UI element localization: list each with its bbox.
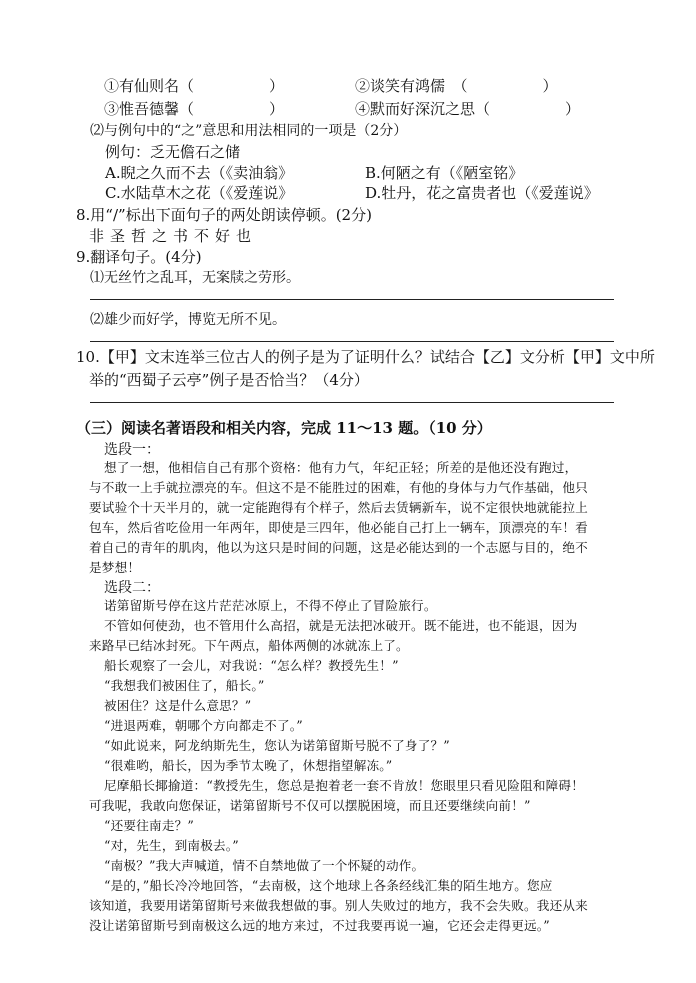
excerpt-2-line: 该知道，我要用诺第留斯号来做我想做的事。别人失败过的地方，我不会失败。我还从来 <box>89 898 588 913</box>
q7-item-2: ②谈笑有鸿儒 （ ） <box>355 77 558 95</box>
excerpt-1-line: 与不敢一上手就拉漂亮的车。但这不是不能胜过的困难，有他的身体与力气作基础，他只 <box>89 480 588 495</box>
excerpt-2-line: 尼摩船长揶揄道：“教授先生，您总是抱着老一套不肯放！您眼里只看见险阻和障碍！ <box>104 778 585 793</box>
excerpt-2-line: 船长观察了一会儿，对我说：“怎么样？教授先生！” <box>104 658 399 673</box>
answer-line <box>90 402 614 403</box>
excerpt-2-line: “南极？”我大声喊道，情不自禁地做了一个怀疑的动作。 <box>104 858 425 873</box>
excerpt-2-label: 选段二： <box>104 580 160 596</box>
answer-line <box>90 341 614 342</box>
q9-title: 9.翻译句子。(4分) <box>76 248 202 266</box>
excerpt-2-line: 来路早已结冰封死。下午两点，船体两侧的冰就冻上了。 <box>89 638 409 653</box>
q8-title: 8.用“/”标出下面句子的两处朗读停顿。(2分) <box>76 206 372 224</box>
excerpt-1-line: 是梦想！ <box>89 560 141 575</box>
excerpt-1-line: 要试验个十天半月的，就一定能跑得有个样子，然后去赁辆新车，说不定很快地就能拉上 <box>89 500 588 515</box>
answer-line <box>90 299 614 300</box>
excerpt-2-line: “是的，”船长冷冷地回答，“去南极，这个地球上各条经线汇集的陌生地方。您应 <box>104 878 553 893</box>
section-3-heading: （三）阅读名著语段和相关内容，完成 11～13 题。（10 分） <box>76 419 492 437</box>
q8-sentence: 非圣哲之书不好也 <box>89 227 258 245</box>
q10-line-2: 举的“西蜀子云亭”例子是否恰当？（4分） <box>89 371 369 389</box>
excerpt-1-line: 想了一想，他相信自己有那个资格：他有力气，年纪正轻；所差的是他还没有跑过， <box>104 460 578 475</box>
excerpt-1-line: 着自己的青年的肌肉，他以为这只是时间的问题，这是必能达到的一个志愿与目的，绝不 <box>89 540 588 555</box>
q7-item-3: ③惟吾德馨（ ） <box>104 100 285 118</box>
q7-option-a: A.睨之久而不去（《卖油翁》 <box>105 164 294 182</box>
excerpt-2-line: 诺第留斯号停在这片茫茫冰原上，不得不停止了冒险旅行。 <box>104 598 437 613</box>
excerpt-2-line: 没让诺第留斯号到南极这么远的地方来过，不过我要再说一遍，它还会走得更远。” <box>89 918 550 933</box>
q7-option-b: B.何陋之有（《陋室铭》 <box>365 164 524 182</box>
q7-example: 例句：乏无儋石之储 <box>105 143 241 161</box>
q9-sentence-1: ⑴无丝竹之乱耳，无案牍之劳形。 <box>90 270 300 286</box>
q7-sub2-prompt: ⑵与例句中的“之”意思和用法相同的一项是（2分） <box>90 123 408 139</box>
excerpt-2-line: 不管如何使劲，也不管用什么高招，就是无法把冰破开。既不能进，也不能退，因为 <box>104 618 578 633</box>
excerpt-2-line: “我想我们被困住了，船长。” <box>104 678 265 693</box>
excerpt-2-line: 被困住？这是什么意思？” <box>104 698 252 713</box>
excerpt-1-label: 选段一： <box>104 442 160 458</box>
excerpt-2-line: “进退两难，朝哪个方向都走不了。” <box>104 718 303 733</box>
q7-option-c: C.水陆草木之花（《爱莲说》 <box>105 184 294 202</box>
q10-line-1: 10.【甲】文末连举三位古人的例子是为了证明什么？试结合【乙】文分析【甲】文中所 <box>76 348 655 366</box>
excerpt-1-line: 包车，然后省吃俭用一年两年，即使是三四年，他必能自己打上一辆车，顶漂亮的车！看 <box>89 520 588 535</box>
q7-item-4: ④默而好深沉之思（ ） <box>355 100 581 118</box>
q9-sentence-2: ⑵雄少而好学，博览无所不见。 <box>90 312 286 328</box>
excerpt-2-line: 可我呢，我敢向您保证，诺第留斯号不仅可以摆脱困境，而且还要继续向前！” <box>89 798 531 813</box>
excerpt-2-line: “还要往南走？” <box>104 818 195 833</box>
excerpt-2-line: “很难哟，船长，因为季节太晚了，休想指望解冻。” <box>104 758 393 773</box>
q7-option-d: D.牡丹，花之富贵者也（《爱莲说》 <box>365 184 599 202</box>
q7-item-1: ①有仙则名（ ） <box>104 77 285 95</box>
excerpt-2-line: “如此说来，阿龙纳斯先生，您认为诺第留斯号脱不了身了？” <box>104 738 450 753</box>
excerpt-2-line: “对，先生，到南极去。” <box>104 838 239 853</box>
